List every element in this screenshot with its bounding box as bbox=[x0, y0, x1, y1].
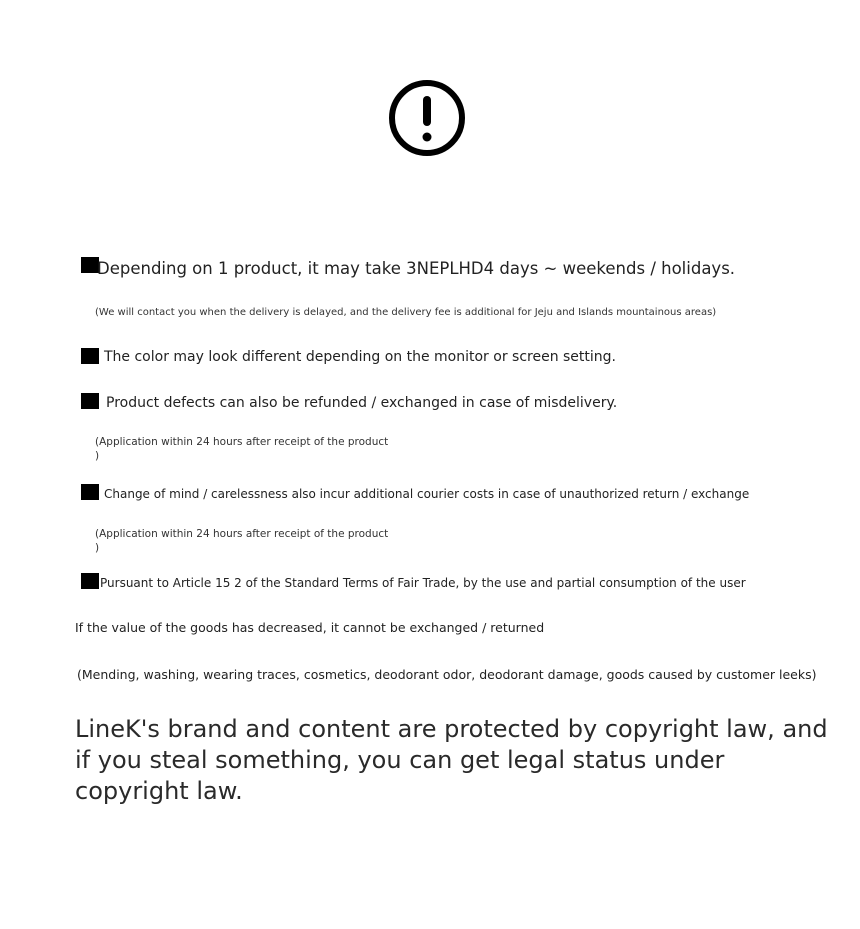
bullet-square bbox=[81, 393, 99, 409]
notice-item-3: Product defects can also be refunded / exchanged in case of misdelivery. bbox=[106, 395, 618, 411]
bullet-square bbox=[81, 573, 99, 589]
notice-item-5-note: (Mending, washing, wearing traces, cosmetics, deodorant odor, deodorant damage, goods caused by customer leeks) bbox=[77, 667, 817, 682]
notice-note-3-line-1: (Application within 24 hours after receipt of the product bbox=[95, 436, 389, 448]
bullet-square bbox=[81, 484, 99, 500]
exclamation-circle-icon bbox=[388, 79, 466, 157]
copyright-statement: LineK's brand and content are protected by copyright law, and if you steal something, you can get legal status under copyright law. bbox=[75, 715, 828, 805]
notice-item-5-continued: If the value of the goods has decreased, it cannot be exchanged / returned bbox=[75, 620, 545, 635]
notice-item-1: Depending on 1 product, it may take 3NEPLHD4 days ~ weekends / holidays. bbox=[97, 259, 736, 278]
bullet-square bbox=[81, 348, 99, 364]
notice-note-3-line-2: ) bbox=[95, 450, 100, 462]
notice-note-4-line-2: ) bbox=[95, 542, 100, 554]
notice-item-2: The color may look different depending on the monitor or screen setting. bbox=[104, 349, 616, 365]
notice-item-5: Pursuant to Article 15 2 of the Standard Terms of Fair Trade, by the use and partial consumption of the user bbox=[100, 576, 746, 590]
notice-item-4: Change of mind / carelessness also incur additional courier costs in case of unauthorized return / exchange bbox=[104, 487, 750, 501]
notice-note-1: (We will contact you when the delivery is delayed, and the delivery fee is additional for Jeju and Islands mountainous areas) bbox=[95, 307, 717, 318]
notice-note-4-line-1: (Application within 24 hours after receipt of the product bbox=[95, 528, 389, 540]
